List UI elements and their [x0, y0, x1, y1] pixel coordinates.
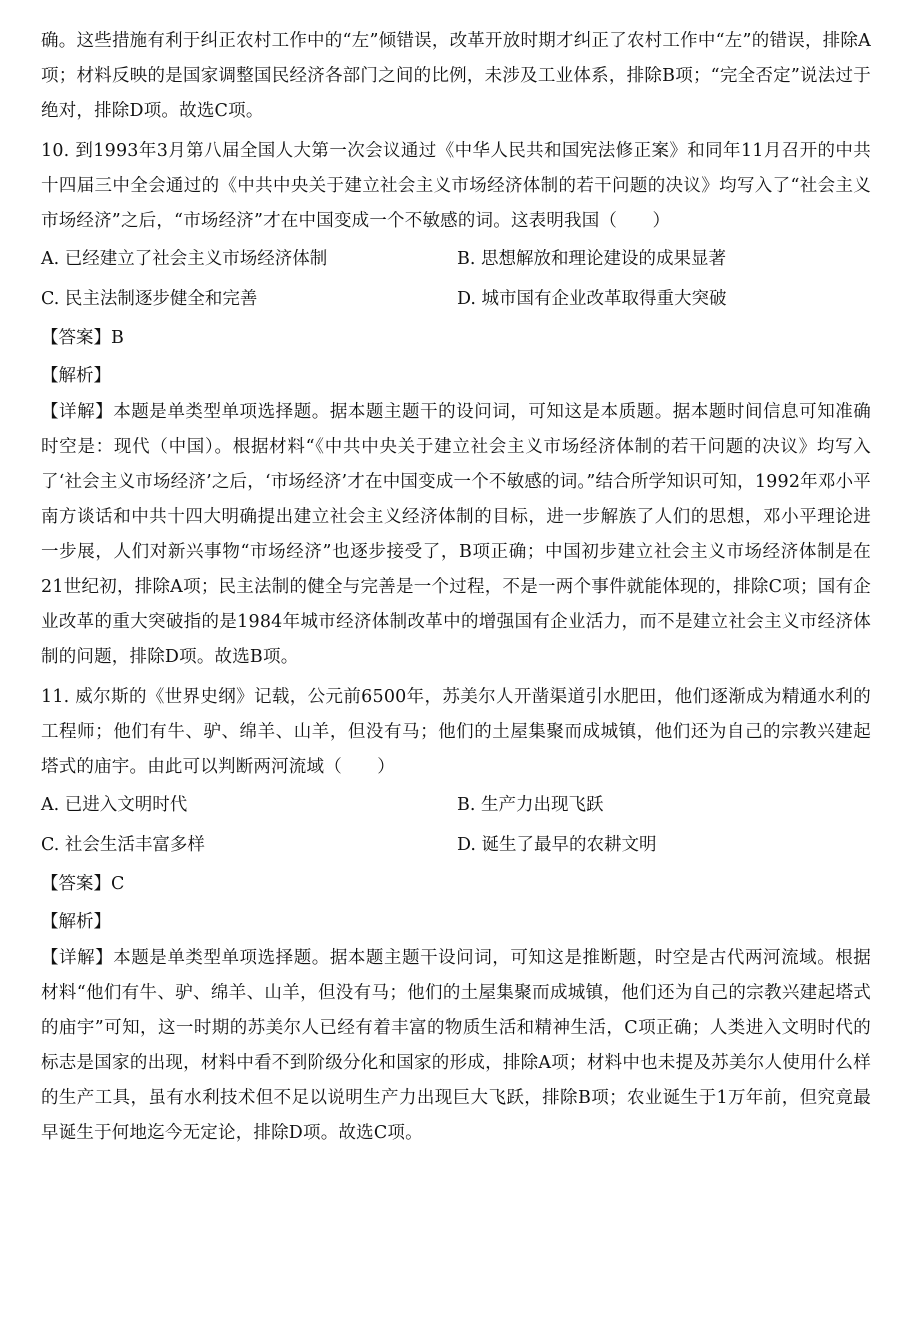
question-10-analysis-label: 【解析】 — [41, 366, 111, 386]
question-11-stem: 11. 威尔斯的《世界史纲》记载，公元前6500年，苏美尔人开凿渠道引水肥田，他们逐渐成为精通水利的工程师；他们有牛、驴、绵羊、山羊，但没有马；他们的土屋集聚而成城镇，他们还为自己的宗教兴建起塔式的庙宇。由此可以判断两河流域（ ） — [41, 687, 871, 777]
previous-analysis-paragraph: 确。这些措施有利于纠正农村工作中的“左”倾错误，改革开放时期才纠正了农村工作中“左”的错误，排除A项；材料反映的是国家调整国民经济各部门之间的比例，未涉及工业体系，排除B项；“完全否定”说法过于绝对，排除D项。故选C项。 — [41, 31, 871, 121]
question-11-option-a: A. 已进入文明时代 — [41, 795, 188, 815]
question-10-option-d: D. 城市国有企业改革取得重大突破 — [457, 289, 727, 309]
question-10-detail: 【详解】本题是单类型单项选择题。据本题主题干的设问词，可知这是本质题。据本题时间信息可知准确时空是：现代（中国）。根据材料“《中共中央关于建立社会主义市场经济体制的若干问题的决议》均写入了‘社会主义市场经济’之后，‘市场经济’才在中国变成一个不敏感的词。”结合所学知识可知，1992年邓小平南方谈话和中共十四大明确提出建立社会主义经济体制的目标，进一步解族了人们的思想，邓小平理论进一步展，人们对新兴事物“市场经济”也逐步接受了，B项正确；中国初步建立社会主义市场经济体制是在21世纪初，排除A项；民主法制的健全与完善是一个过程，不是一两个事件就能体现的，排除C项；国有企业改革的重大突破指的是1984年城市经济体制改革中的增强国有企业活力，而不是建立社会主义市经济体制的问题，排除D项。故选B项。 — [41, 402, 871, 667]
question-10-stem: 10. 到1993年3月第八届全国人大第一次会议通过《中华人民共和国宪法修正案》和同年11月召开的中共十四届三中全会通过的《中共中央关于建立社会主义市场经济体制的若干问题的决议》均写入了“社会主义市场经济”之后，“市场经济”才在中国变成一个不敏感的词。这表明我国（ ） — [41, 141, 871, 231]
question-10-option-c: C. 民主法制逐步健全和完善 — [41, 289, 258, 309]
question-10-option-a: A. 已经建立了社会主义市场经济体制 — [41, 249, 328, 269]
question-11-analysis-label: 【解析】 — [41, 912, 111, 932]
question-10-answer: 【答案】B — [41, 328, 124, 348]
question-11-detail: 【详解】本题是单类型单项选择题。据本题主题干设问词，可知这是推断题，时空是古代两河流域。根据材料“他们有牛、驴、绵羊、山羊，但没有马；他们的土屋集聚而成城镇，他们还为自己的宗教兴建起塔式的庙宇”可知，这一时期的苏美尔人已经有着丰富的物质生活和精神生活，C项正确；人类进入文明时代的标志是国家的出现，材料中看不到阶级分化和国家的形成，排除A项；材料中也未提及苏美尔人使用什么样的生产工具，虽有水利技术但不足以说明生产力出现巨大飞跃，排除B项；农业诞生于1万年前，但究竟最早诞生于何地迄今无定论，排除D项。故选C项。 — [41, 948, 871, 1143]
question-11-option-c: C. 社会生活丰富多样 — [41, 835, 205, 855]
question-10-options — [41, 239, 871, 319]
question-11-options — [41, 785, 871, 865]
question-11-option-b: B. 生产力出现飞跃 — [457, 795, 604, 815]
question-11-option-d: D. 诞生了最早的农耕文明 — [457, 835, 657, 855]
document-page — [41, 24, 871, 1151]
question-10-option-b: B. 思想解放和理论建设的成果显著 — [457, 249, 726, 269]
question-11-answer: 【答案】C — [41, 874, 125, 894]
